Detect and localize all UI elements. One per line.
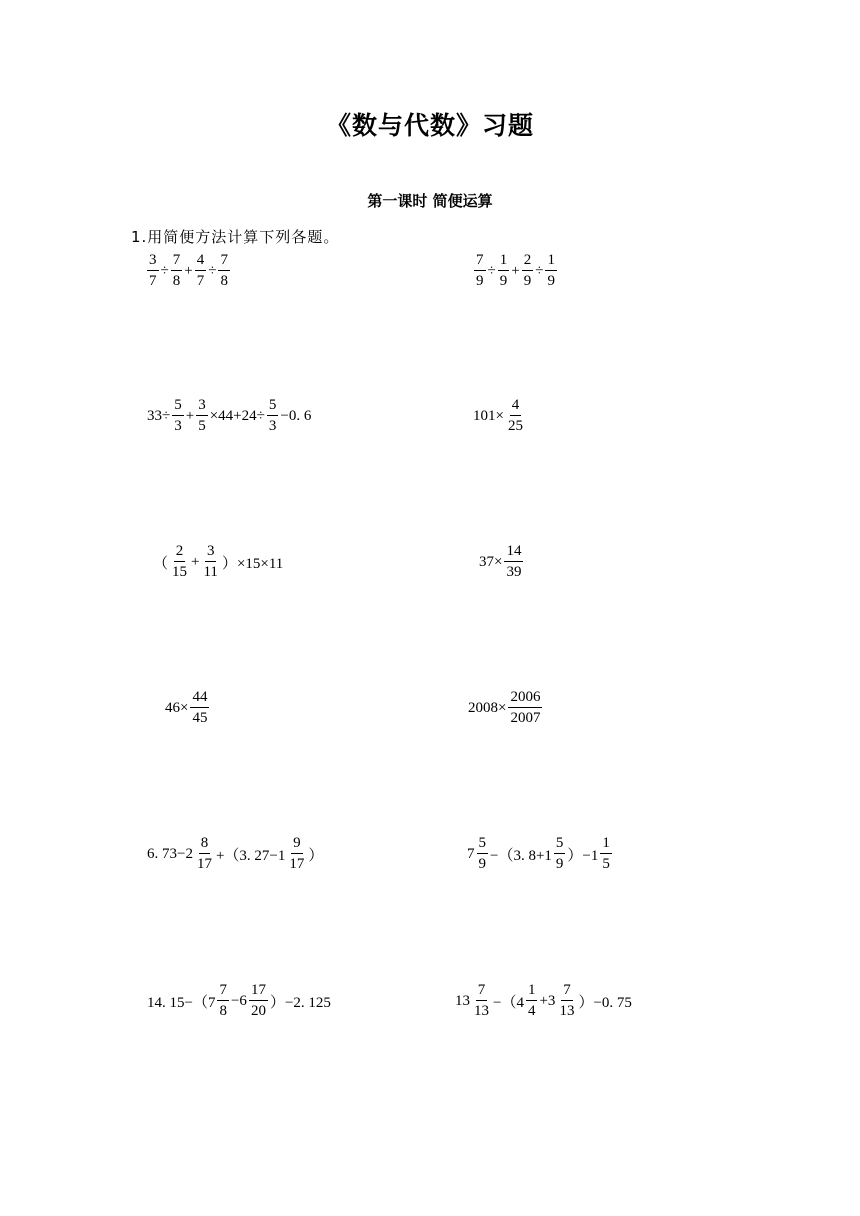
fraction (217, 983, 229, 1019)
numerator: 2 (522, 253, 534, 271)
fraction (498, 253, 510, 289)
fraction (554, 836, 566, 872)
expression-text: + (185, 407, 195, 424)
problem-6 (478, 544, 524, 580)
problem-9 (146, 836, 324, 872)
denominator: 17 (196, 856, 212, 872)
fraction (249, 983, 268, 1019)
numerator: 5 (172, 398, 184, 416)
expression-text: + (511, 262, 520, 279)
expression-text: ）−2. 125 (269, 994, 331, 1011)
expression-text: ÷ (160, 262, 169, 279)
numerator: 3 (205, 544, 217, 562)
problem-4 (472, 398, 526, 434)
expression-text: 7 (467, 845, 475, 862)
numerator: 1 (526, 983, 538, 1001)
denominator: 5 (198, 418, 206, 434)
denominator: 20 (250, 1003, 266, 1019)
expression-text: 46× (165, 699, 189, 716)
expression-text: 101× (473, 407, 504, 424)
numerator: 4 (195, 253, 207, 271)
fraction (196, 398, 208, 434)
numerator: 7 (561, 983, 573, 1001)
denominator: 9 (547, 273, 555, 289)
denominator: 3 (268, 418, 277, 434)
numerator: 1 (600, 836, 612, 854)
problem-8 (467, 690, 543, 726)
problem-12 (454, 983, 633, 1019)
numerator: 7 (217, 983, 229, 1001)
expression-text: 37× (479, 553, 503, 570)
fraction (504, 544, 523, 580)
expression-text: ） (308, 847, 324, 864)
denominator: 15 (172, 564, 188, 580)
numerator: 9 (291, 836, 303, 854)
numerator: 7 (476, 983, 488, 1001)
expression-text: +3 (539, 992, 556, 1009)
denominator: 9 (555, 856, 564, 872)
exercise-instruction: 1.用简便方法计算下列各题。 (131, 228, 340, 246)
expression-text: −（3. 8+1 (490, 847, 552, 864)
denominator: 4 (527, 1003, 536, 1019)
fraction (506, 398, 525, 434)
fraction (190, 690, 209, 726)
problem-11 (146, 983, 332, 1019)
fraction (171, 253, 183, 289)
expression-text: ×44+24÷ (209, 407, 265, 424)
expression-text: 2008× (468, 699, 507, 716)
expression-text: + (191, 553, 200, 570)
expression-text: 13 (455, 992, 470, 1009)
denominator: 17 (289, 856, 305, 872)
denominator: 8 (172, 273, 181, 289)
expression-text: +（3. 27−1 (215, 847, 286, 864)
expression-text: 6. 73−2 (147, 845, 193, 862)
fraction (195, 253, 207, 289)
fraction (477, 836, 489, 872)
expression-text: −（4 (493, 994, 524, 1011)
fraction (545, 253, 557, 289)
denominator: 9 (523, 273, 532, 289)
numerator: 7 (218, 253, 230, 271)
fraction (218, 253, 230, 289)
numerator: 8 (199, 836, 211, 854)
fraction (600, 836, 612, 872)
fraction (287, 836, 306, 872)
expression-text: −6 (230, 992, 247, 1009)
numerator: 2 (174, 544, 186, 562)
fraction (474, 253, 486, 289)
problem-2 (473, 253, 558, 289)
fraction (172, 398, 184, 434)
fraction (526, 983, 538, 1019)
expression-text: 14. 15−（7 (147, 994, 216, 1011)
numerator: 14 (504, 544, 523, 562)
numerator: 17 (249, 983, 268, 1001)
expression-text: ÷ (487, 262, 496, 279)
denominator: 45 (192, 710, 208, 726)
expression-text: ）−0. 75 (578, 994, 632, 1011)
problem-1 (146, 253, 231, 289)
fraction (267, 398, 279, 434)
numerator: 5 (267, 398, 279, 416)
denominator: 11 (203, 564, 218, 580)
fraction (557, 983, 576, 1019)
problem-5 (152, 544, 284, 580)
expression-text: −0. 6 (280, 407, 312, 424)
denominator: 8 (219, 1003, 227, 1019)
expression-text: ÷ (208, 262, 217, 279)
denominator: 5 (602, 856, 610, 872)
expression-text: ）×15×11 (221, 555, 284, 572)
expression-text: + (184, 262, 193, 279)
numerator: 3 (196, 398, 208, 416)
expression-text: 33÷ (147, 407, 171, 424)
fraction (522, 253, 534, 289)
section-subtitle: 第一课时 简便运算 (367, 192, 493, 210)
denominator: 39 (506, 564, 522, 580)
denominator: 9 (499, 273, 508, 289)
problem-10 (466, 836, 613, 872)
fraction (147, 253, 159, 289)
denominator: 8 (220, 273, 228, 289)
numerator: 7 (171, 253, 183, 271)
fraction (195, 836, 214, 872)
denominator: 9 (476, 273, 484, 289)
page-title: 《数与代数》习题 (325, 111, 534, 140)
denominator: 13 (559, 1003, 575, 1019)
denominator: 13 (474, 1003, 489, 1019)
denominator: 2007 (510, 710, 541, 726)
numerator: 5 (554, 836, 566, 854)
denominator: 7 (149, 273, 157, 289)
fraction (170, 544, 189, 580)
numerator: 5 (477, 836, 489, 854)
problem-7 (164, 690, 210, 726)
numerator: 1 (498, 253, 510, 271)
fraction (472, 983, 491, 1019)
numerator: 1 (545, 253, 557, 271)
problem-3 (146, 398, 312, 434)
numerator: 2006 (508, 690, 542, 708)
denominator: 7 (196, 273, 205, 289)
denominator: 9 (478, 856, 486, 872)
numerator: 44 (190, 690, 209, 708)
expression-text: ）−1 (567, 847, 599, 864)
expression-text: （ (153, 555, 169, 572)
fraction (201, 544, 219, 580)
denominator: 3 (174, 418, 182, 434)
expression-text: ÷ (535, 262, 544, 279)
fraction (508, 690, 542, 726)
numerator: 4 (510, 398, 522, 416)
denominator: 25 (507, 418, 523, 434)
numerator: 7 (474, 253, 486, 271)
numerator: 3 (147, 253, 159, 271)
